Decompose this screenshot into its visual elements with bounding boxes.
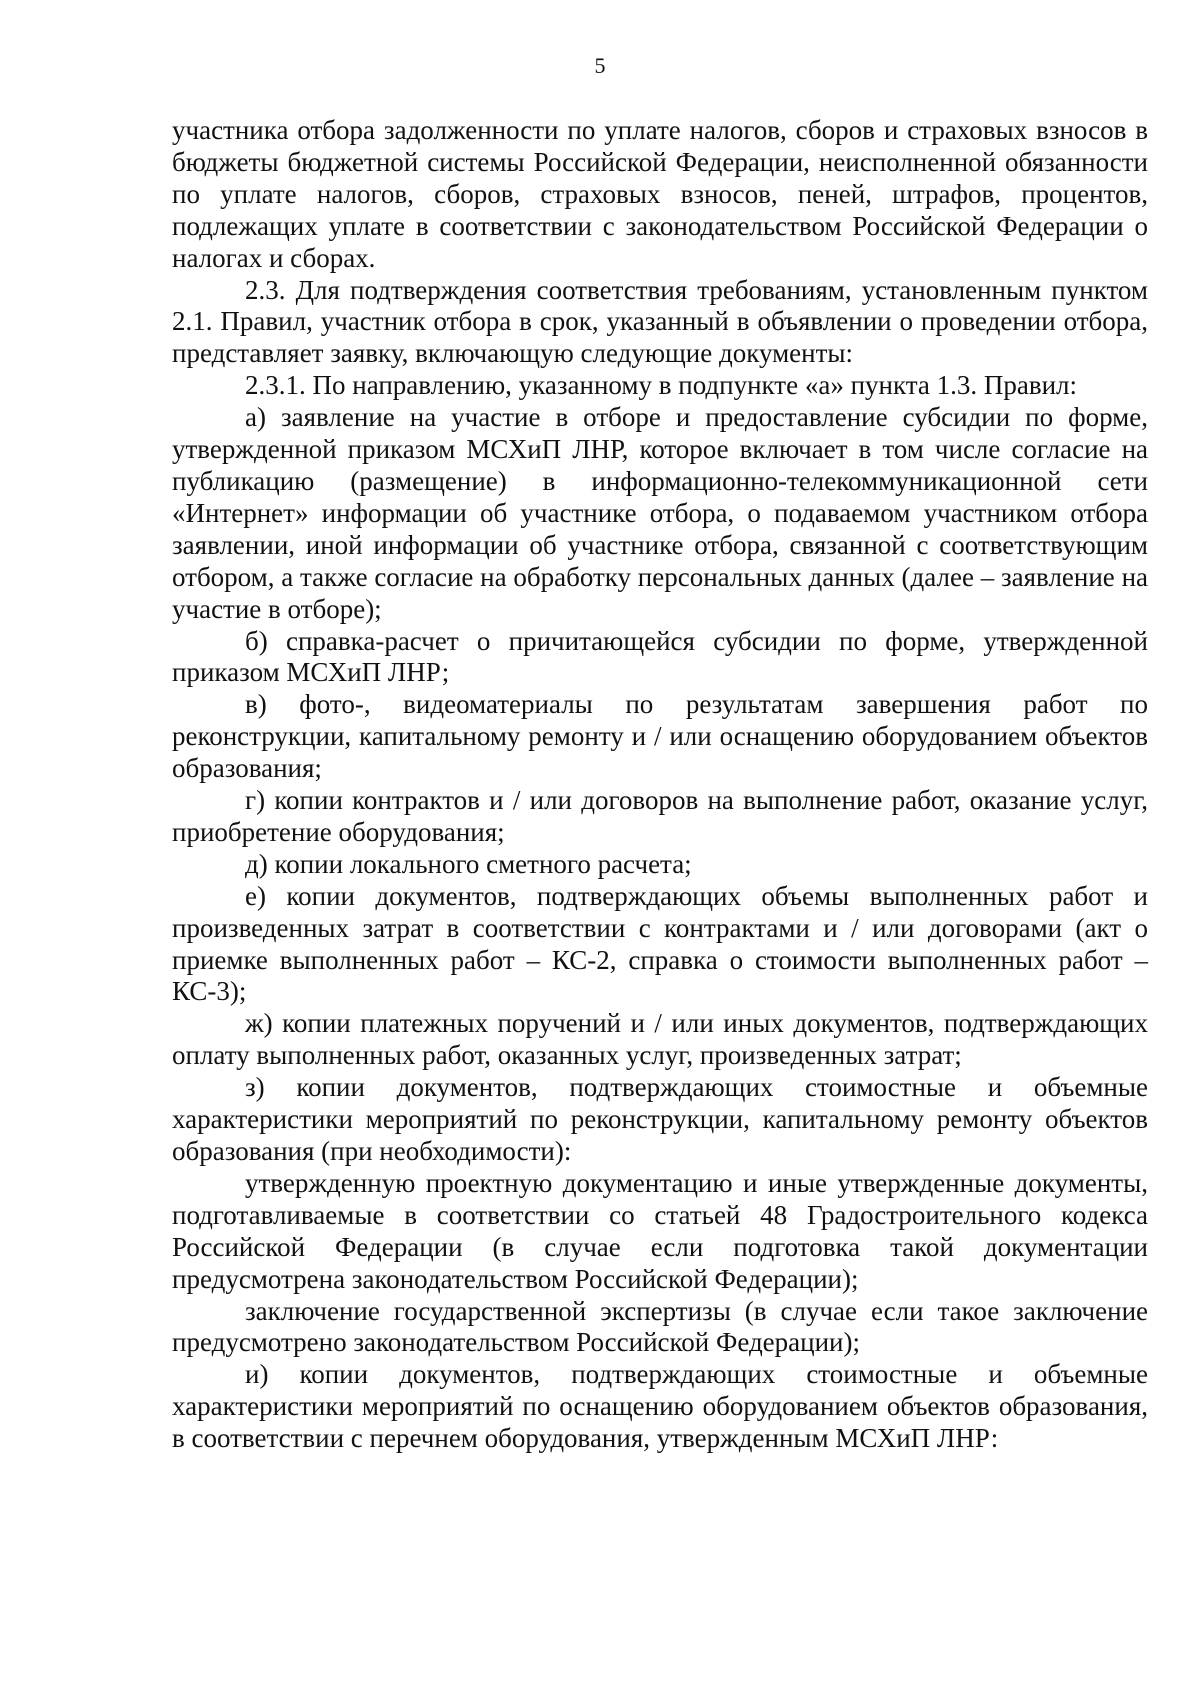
item-e: е) копии документов, подтверждающих объемы выполненных работ и произведенных затрат в соответствии с контрактами и / или договорами (акт о приемке выполненных работ – КС-2, справка о стоимости выполненных работ – КС-3); bbox=[172, 880, 1148, 1007]
document-body bbox=[172, 115, 1148, 1455]
sub-item-project-documentation: утвержденную проектную документацию и иные утвержденные документы, подготавливаемые в соответствии со статьей 48 Градостроительного кодекса Российской Федерации (в случае если подготовка такой документации предусмотрена законодательством Российской Федерации); bbox=[172, 1167, 1148, 1294]
paragraph-2-3-1: 2.3.1. По направлению, указанному в подпункте «а» пункта 1.3. Правил: bbox=[245, 370, 1078, 401]
item-b: б) справка-расчет о причитающейся субсидии по форме, утвержденной приказом МСХиП ЛНР; bbox=[172, 625, 1148, 688]
item-v: в) фото-, видеоматериалы по результатам завершения работ по реконструкции, капитальному ремонту и / или оснащению оборудованием объектов образования; bbox=[172, 689, 1148, 784]
item-a: а) заявление на участие в отборе и предоставление субсидии по форме, утвержденной приказом МСХиП ЛНР, которое включает в том числе согласие на публикацию (размещение) в информационно-телекоммуникационной сети «Интернет» информации об участнике отбора, о подаваемом участником отбора заявлении, иной информации об участнике отбора, связанной с соответствующим отбором, а также согласие на обработку персональных данных (далее – заявление на участие в отборе); bbox=[172, 402, 1148, 624]
item-i: и) копии документов, подтверждающих стоимостные и объемные характеристики мероприятий по оснащению оборудованием объектов образования, в соответствии с перечнем оборудования, утвержденным МСХиП ЛНР: bbox=[172, 1359, 1148, 1454]
paragraph-2-3: 2.3. Для подтверждения соответствия требованиям, установленным пунктом 2.1. Правил, участник отбора в срок, указанный в объявлении о проведении отбора, представляет заявку, включающую следующие документы: bbox=[172, 274, 1148, 369]
item-d: д) копии локального сметного расчета; bbox=[245, 848, 692, 879]
sub-item-state-expertise: заключение государственной экспертизы (в случае если такое заключение предусмотрено законодательством Российской Федерации); bbox=[172, 1295, 1148, 1358]
item-z: з) копии документов, подтверждающих стоимостные и объемные характеристики мероприятий по реконструкции, капитальному ремонту объектов образования (при необходимости): bbox=[172, 1072, 1148, 1166]
paragraph-tax-debt-continuation: участника отбора задолженности по уплате налогов, сборов и страховых взносов в бюджеты бюджетной системы Российской Федерации, неисполненной обязанности по уплате налогов, сборов, страховых взносов, пеней, штрафов, процентов, подлежащих уплате в соответствии с законодательством Российской Федерации о налогах и сборах. bbox=[172, 115, 1148, 273]
item-g: г) копии контрактов и / или договоров на выполнение работ, оказание услуг, приобретение оборудования; bbox=[172, 785, 1148, 847]
page-number: 5 bbox=[594, 53, 606, 78]
item-zh: ж) копии платежных поручений и / или иных документов, подтверждающих оплату выполненных работ, оказанных услуг, произведенных затрат; bbox=[172, 1008, 1148, 1071]
